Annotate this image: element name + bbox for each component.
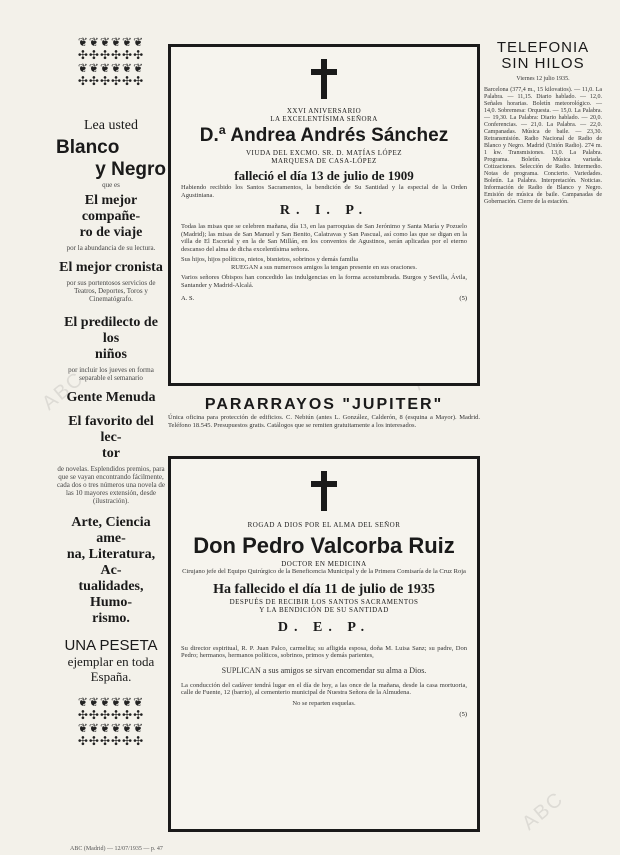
agency-code: A. S. bbox=[181, 295, 195, 302]
death-date: falleció el día 13 de julio de 1909 bbox=[234, 168, 414, 183]
cross-icon bbox=[309, 59, 339, 99]
ad-price-3: España. bbox=[90, 669, 132, 684]
obituary-notice-valcorba bbox=[168, 456, 480, 832]
ad-price: UNA PESETA bbox=[64, 637, 158, 654]
pararrayos-ad bbox=[168, 396, 480, 429]
ad-chronicler: El mejor cronista bbox=[59, 260, 163, 275]
notice-footer bbox=[171, 295, 477, 302]
ad-lead: Lea usted bbox=[83, 118, 139, 133]
ad-small-chron: por sus portentosos servicios de Teatros, Deportes, Toros y Cinematógrafo. bbox=[66, 279, 156, 303]
footnote-text: No se reparten esquelas. bbox=[292, 699, 356, 707]
ad-price-2: ejemplar en toda bbox=[67, 654, 155, 669]
position-text: Cirujano jefe del Equipo Quirúrgico de la Beneficencia Municipal y de la Primera Comisaría de la Cruz Roja bbox=[182, 568, 466, 575]
title-line: MARQUESA DE CASA-LÓPEZ bbox=[271, 157, 377, 165]
ornament-border-bottom: ❦❦❦❦❦❦ ✣✣✣✣✣✣ ❦❦❦❦❦❦ ✣✣✣✣✣✣ bbox=[77, 696, 145, 748]
deceased-name: D.ª Andrea Andrés Sánchez bbox=[199, 125, 449, 146]
radio-title: TELEFONIA bbox=[496, 39, 590, 56]
family-text: Su director espiritual, R. P. Juan Palco, carmelita; su afligida esposa, doña M. Luisa Sanz; su padre, Don Pedro; hermanos, hermanos políticos, sobrinos, primos y demás parientes, bbox=[181, 644, 467, 659]
ad-lector: El favorito del lec- bbox=[68, 414, 154, 445]
notice-number: (5) bbox=[459, 295, 467, 302]
radio-listings-text: Barcelona (377,4 m., 15 kilovatios). — 11,0. La Palabra. — 11,15. Diario hablado. — 12,0. Señales horarias. Boletín meteorológico. — 14,0. Sobremesa: Orquesta. — 15,0. La Palabra. — 19,30. La Palabra: Diario hablado. — 20,0. Conferencias. — 21,0. La Palabra. — 22,0. Campanadas. Música de baile. — 23,30. Retransmisión. Radio Nacional de Radio de Blanco y Negro. Madrid (Unión Radio). 274 m. 1 kw. Transmisiones. 13,0. La Palabra. Programa. Boletín. Música variada. Cotizaciones. Selección de Radio. Intermedio. Notas de programa. Concierto. Variedades. Boletín. La Palabra. Interpretación. Noticias. Información de Radio de Blanco y Negro. Emisión de música de baile. Campanadas de Gobernación. Cierre de la estación. bbox=[484, 87, 602, 205]
radio-subtitle: SIN HILOS bbox=[501, 55, 585, 72]
ad-arte: Arte, Ciencia ame- bbox=[71, 515, 151, 546]
ad-lector-2: tor bbox=[102, 446, 120, 461]
rip-label: R. I. P. bbox=[279, 203, 369, 218]
ornament-border-top: ❦❦❦❦❦❦ ✣✣✣✣✣✣ ❦❦❦❦❦❦ ✣✣✣✣✣✣ bbox=[77, 36, 145, 88]
ad-small-reason: por la abundancia de su lectura. bbox=[66, 244, 156, 252]
masses-text: Todas las misas que se celebren mañana, día 13, en las parroquias de San Jerónimo y Santa María y Pozuelo (Madrid); las misas de San Manuel y San Benito, Calatravas y San Pascual, así como las que se digan en la villa de El Escorial y en la de San Millán, en los conventos de Agustinos, serán aplicadas por el eterno descanso del alma de dicha excelentísima señora. bbox=[181, 223, 467, 253]
widow-line: VIUDA DEL EXCMO. SR. D. MATÍAS LÓPEZ bbox=[246, 149, 402, 157]
radio-listings bbox=[484, 40, 602, 206]
ad-companion-2: ro de viaje bbox=[79, 225, 143, 240]
ad-title-2: y Negro bbox=[95, 159, 166, 180]
conduction-text: La conducción del cadáver tendrá lugar en el día de hoy, a las once de la mañana, desde la casa mortuoria, calle de Fuente, 12 (barrio), al cementerio municipal de Nuestra Señora de la Almudena. bbox=[181, 681, 467, 696]
death-date: Ha fallecido el día 11 de julio de 1935 bbox=[213, 581, 435, 597]
watermark: ABC bbox=[38, 367, 89, 415]
family-text: Sus hijos, hijos políticos, nietos, bisnietos, sobrinos y demás familia bbox=[181, 256, 359, 263]
sacraments-text: Habiendo recibido los Santos Sacramentos, la bendición de Su Santidad y la especial de la Orden Agustiniana. bbox=[181, 184, 467, 199]
ad-gente-menuda: Gente Menuda bbox=[66, 390, 156, 405]
radio-date: Viernes 12 julio 1935. bbox=[516, 76, 570, 82]
pray-line: ROGAD A DIOS POR EL ALMA DEL SEÑOR bbox=[247, 521, 401, 529]
ad-small-lector: de novelas. Esplendidos premios, para que se vayan encontrando fácilmente, cada dos o tres números una novela de las 10 mayores extensión, desde (ilustración). bbox=[57, 465, 165, 505]
page-footer: ABC (Madrid) — 12/07/1935 — p. 47 bbox=[70, 846, 163, 852]
ad-arte-4: rismo. bbox=[92, 611, 130, 626]
ad-favorite: El predilecto de los bbox=[64, 315, 158, 346]
obituary-notice-marquesa bbox=[168, 44, 480, 386]
ad-companion: El mejor compañe- bbox=[81, 193, 141, 224]
ad-favorite-2: niños bbox=[95, 347, 127, 362]
ad-small-que-es: que es bbox=[102, 181, 120, 189]
ad-arte-2: na, Literatura, Ac- bbox=[66, 547, 156, 578]
watermark: ABC bbox=[518, 787, 569, 835]
pararrayos-body: Única oficina para protección de edificios. C. Nebiún (antes L. González, Calderón, 8 (esquina a Mayor). Madrid. Teléfono 18.545. Presupuestos gratis. Catálogos que se remiten gratuitamente a los interesados. bbox=[168, 414, 480, 429]
cross-icon bbox=[309, 471, 339, 511]
blanco-y-negro-ad bbox=[56, 36, 166, 826]
suplican-text: SUPLICAN a sus amigos se sirvan encomendar su alma a Dios. bbox=[221, 665, 427, 675]
deceased-name: Don Pedro Valcorba Ruiz bbox=[193, 533, 455, 558]
honorific-label: LA EXCELENTÍSIMA SEÑORA bbox=[270, 115, 378, 123]
ad-arte-3: tualidades, Humo- bbox=[78, 579, 144, 610]
blessing-line: Y LA BENDICIÓN DE SU SANTIDAD bbox=[259, 605, 389, 614]
ad-title-1: Blanco bbox=[56, 137, 120, 158]
dep-label: D. E. P. bbox=[277, 619, 371, 635]
profession-line: DOCTOR EN MEDICINA bbox=[281, 560, 367, 568]
indulgences-text: Varios señores Obispos han concedido las indulgencias en la forma acostumbrada. Burgos y Sevilla, Ávila, Santander y Madrid-Alcalá. bbox=[181, 274, 467, 289]
anniversary-label: XXVI ANIVERSARIO bbox=[286, 107, 362, 115]
notice-footer bbox=[171, 711, 477, 718]
ad-small-fav: por incluir los jueves en forma separable el semanario bbox=[68, 366, 154, 382]
notice-number: (5) bbox=[459, 711, 467, 718]
sacraments-line: DESPUÉS DE RECIBIR LOS SANTOS SACRAMENTOS bbox=[229, 597, 419, 606]
pararrayos-title: PARARRAYOS "JUPITER" bbox=[204, 396, 444, 413]
ruegan-text: RUEGAN a sus numerosos amigos la tengan presente en sus oraciones. bbox=[230, 263, 418, 271]
